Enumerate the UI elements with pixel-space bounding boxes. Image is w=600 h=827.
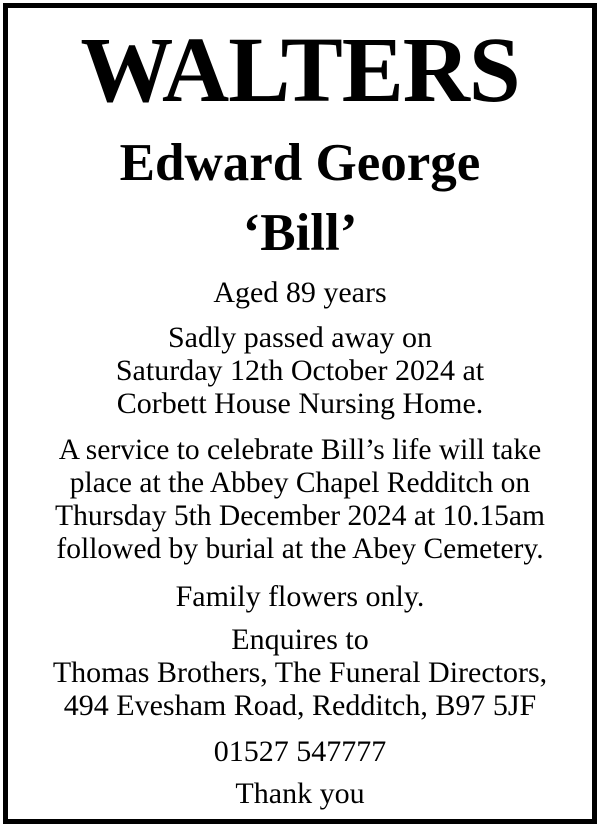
passing-line: Saturday 12th October 2024 at xyxy=(115,354,485,387)
service-line: followed by burial at the Abey Cemetery. xyxy=(56,533,544,565)
forenames-heading: Edward George xyxy=(119,134,481,192)
service-line: A service to celebrate Bill’s life will take xyxy=(58,434,542,466)
passing-line: Sadly passed away on xyxy=(167,321,433,354)
phone-number: 01527 547777 xyxy=(213,735,387,768)
service-paragraph xyxy=(8,434,592,566)
passing-line: Corbett House Nursing Home. xyxy=(116,387,484,420)
thanks-text: Thank you xyxy=(235,777,365,810)
enquiries-paragraph xyxy=(8,623,592,722)
enquiries-line: 494 Evesham Road, Redditch, B97 5JF xyxy=(63,689,537,722)
service-line: place at the Abbey Chapel Redditch on xyxy=(69,467,531,499)
flowers-text: Family flowers only. xyxy=(175,580,425,613)
passing-paragraph xyxy=(8,321,592,420)
enquiries-line: Enquires to xyxy=(231,623,369,656)
obituary-notice xyxy=(3,3,597,824)
service-line: Thursday 5th December 2024 at 10.15am xyxy=(55,500,545,532)
age-text: Aged 89 years xyxy=(213,276,387,309)
surname-heading: WALTERS xyxy=(80,19,520,122)
nickname-heading: ‘Bill’ xyxy=(242,204,358,262)
enquiries-line: Thomas Brothers, The Funeral Directors, xyxy=(52,656,548,689)
